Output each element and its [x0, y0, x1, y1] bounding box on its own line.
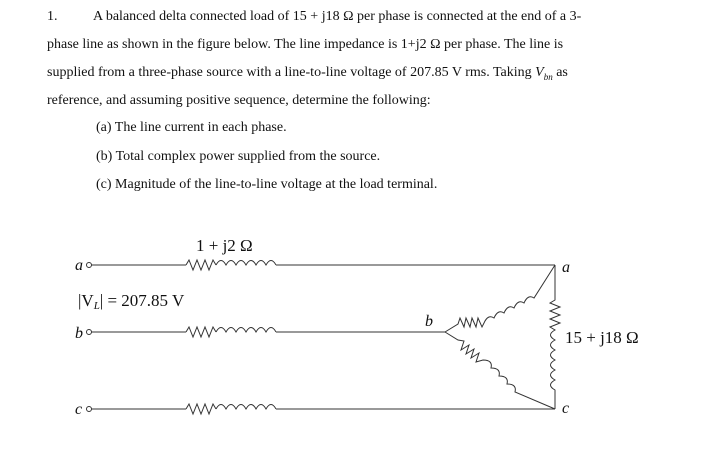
line-impedance-label: 1 + j2 Ω	[196, 236, 253, 255]
load-node-c-label: c	[562, 400, 570, 417]
statement-line-4: reference, and assuming positive sequence, determine the following:	[47, 93, 431, 108]
question-b: (b) Total complex power supplied from the source.	[96, 149, 381, 164]
source-node-c-label: c	[75, 401, 83, 418]
load-node-b-label: b	[425, 313, 433, 330]
source-node-b-label: b	[75, 325, 83, 342]
statement-line-3b: as	[552, 65, 568, 80]
source-terminal-b	[87, 330, 92, 335]
line-voltage-post: | = 207.85 V	[99, 291, 185, 310]
delta-branch-bc	[445, 332, 555, 409]
line-resistor-b	[186, 327, 216, 337]
vbn-subscript: bn	[543, 71, 553, 82]
source-node-a-label: a	[75, 257, 83, 274]
line-voltage-label	[78, 291, 185, 312]
question-a: (a) The line current in each phase.	[96, 120, 287, 135]
line-voltage-pre: |V	[78, 291, 94, 310]
line-resistor-a	[186, 260, 216, 270]
delta-branch-ac	[550, 265, 560, 409]
line-inductor-c	[216, 405, 276, 410]
source-terminal-a	[87, 263, 92, 268]
vbn-symbol: V	[535, 65, 544, 80]
line-voltage-sub: L	[93, 300, 100, 312]
statement-line-1: A balanced delta connected load of 15 + j18 Ω per phase is connected at the end of a 3-	[93, 9, 582, 24]
problem-number: 1.	[47, 9, 58, 24]
line-resistor-c	[186, 404, 216, 414]
load-impedance-label: 15 + j18 Ω	[565, 328, 639, 347]
statement-line-2: phase line as shown in the figure below. The line impedance is 1+j2 Ω per phase. The line is	[47, 37, 564, 52]
question-c: (c) Magnitude of the line-to-line voltage at the load terminal.	[96, 177, 438, 192]
line-inductor-a	[216, 261, 276, 266]
statement-line-3a: supplied from a three-phase source with a line-to-line voltage of 207.85 V rms. Taking	[47, 65, 536, 80]
delta-branch-ab	[445, 265, 555, 332]
line-inductor-b	[216, 328, 276, 333]
source-terminal-c	[87, 407, 92, 412]
load-node-a-label: a	[562, 259, 570, 276]
